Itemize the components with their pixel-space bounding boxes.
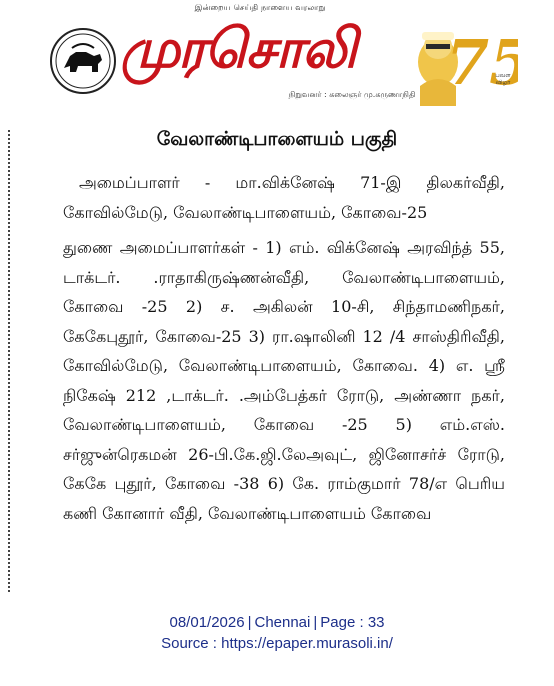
anniversary-logo bbox=[408, 6, 518, 110]
founder-line: நிறுவனர் : கலைஞர் மு.கருணாநிதி bbox=[288, 90, 416, 99]
article-heading: வேலாண்டிபாளையம் பகுதி bbox=[156, 128, 398, 150]
footer-page: Page : 33 bbox=[320, 614, 385, 631]
article-paragraph: அமைப்பாளர் - மா.விக்னேஷ் 71-இ திலகர்வீதி, கோவில்மேடு, வேலாண்டிபாளையம், கோவை-25 bbox=[63, 173, 505, 222]
anniversary-label: பவள விழா bbox=[495, 72, 511, 86]
footer-source: Source : https://epaper.murasoli.in/ bbox=[161, 635, 393, 652]
masthead-tagline: இன்றைய செய்தி நாளைய வரலாறு bbox=[194, 3, 326, 12]
footer-city: Chennai bbox=[254, 614, 311, 631]
article-paragraph: துணை அமைப்பாளர்கள் - 1) எம். விக்னேஷ் அரவிந்த் 55, டாக்டர். .ராதாகிருஷ்ணன்வீதி, வேலாண்டிபாளையம், கோவை -25 2) ச. அகிலன் 10-சி, சிந்தாமணிநகர், கேகேபுதூர், கோவை-25 3) ரா.ஷாலினி 12 /4 சாஸ்திரிவீதி, கோவில்மேடு, வேலாண்டிபாளையம், கோவை. 4) எ. ஸ்ரீ நிகேஷ் 212 ,டாக்டர். .அம்பேத்கர் ரோடு, அண்ணா நகர், வேலாண்டிபாளையம், கோவை -25 5) எம்.எஸ். சர்ஜுன்ரெகமன் 26-பி.கே.ஜி.லேஅவுட், ஜினோசர்ச் ரோடு, கேகே புதூர், கோவை -38 6) கே. ராம்குமார் 78/எ பெரிய கணி கோனார் வீதி, வேலாண்டிபாளையம் கோவை bbox=[63, 238, 505, 523]
anniversary-number: 7 bbox=[446, 26, 490, 99]
footer-meta-line: 08/01/2026 | Chennai | Page : 33 bbox=[169, 614, 385, 631]
page-footer bbox=[0, 612, 554, 654]
footer-date: 08/01/2026 bbox=[169, 614, 245, 631]
column-rule bbox=[8, 130, 10, 592]
masthead bbox=[0, 0, 554, 112]
party-emblem-icon bbox=[50, 28, 116, 94]
article-body bbox=[63, 168, 505, 528]
newspaper-title: முரசொலி bbox=[120, 16, 355, 80]
